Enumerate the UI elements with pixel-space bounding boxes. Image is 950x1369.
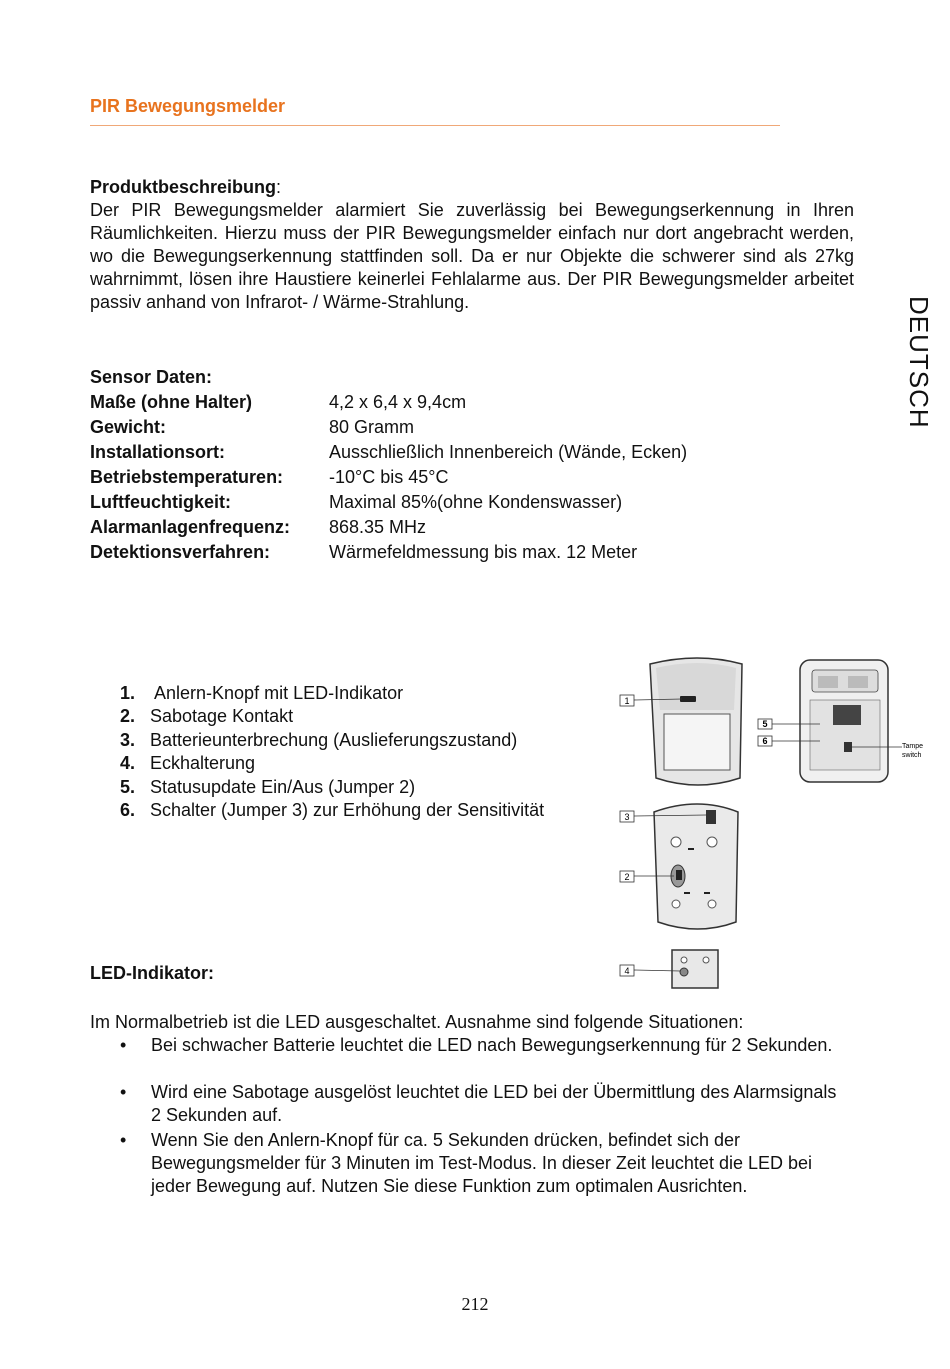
figure-label-1: 1 <box>624 696 630 706</box>
parts-item-text: Schalter (Jumper 3) zur Erhöhung der Sensitivität <box>150 800 545 820</box>
parts-item-text: Batterieunterbrechung (Auslieferungszustand) <box>150 729 518 750</box>
figure-label-4: 4 <box>624 966 630 976</box>
parts-item-number: 5. <box>120 776 136 797</box>
detector-back-view <box>620 804 738 929</box>
sensor-label: Betriebstemperaturen: <box>90 467 284 487</box>
description-heading-colon: : <box>276 177 282 197</box>
parts-item-number: 6. <box>120 800 136 820</box>
sensor-label: Gewicht: <box>90 417 167 437</box>
led-bullet-text: Wenn Sie den Anlern-Knopf für ca. 5 Sekunden drücken, befindet sich der Bewegungsmelder für 3 Minuten im Test-Modus. In dieser Zeit leuchtet die LED bei jeder Bewegung auf. Nutzen Sie diese Funktion zum optimalen Ausrichten. <box>151 1130 812 1196</box>
figure-label-6: 6 <box>762 736 768 746</box>
figure-label-3: 3 <box>624 812 630 822</box>
page-title: PIR Bewegungsmelder <box>90 96 286 116</box>
parts-item-number: 4. <box>120 753 136 774</box>
tamper-label-line2: switch <box>902 752 922 759</box>
sensor-value: Wärmefeldmessung bis max. 12 Meter <box>329 542 638 562</box>
sensor-label: Alarmanlagenfrequenz: <box>90 517 291 537</box>
led-heading: LED-Indikator: <box>90 963 214 983</box>
parts-list-item <box>120 799 544 822</box>
parts-item-number: 2. <box>120 706 136 727</box>
description-text: Der PIR Bewegungsmelder alarmiert Sie zuverlässig bei Bewegungserkennung in Ihren Räumlichkeiten. Hierzu muss der PIR Bewegungsmelder einfach nur dort angebracht werden, wo die Bewegungserkennung stattfinden soll. Da er nur Objekte die schwerer sind als 27kg wahrnimmt, lösen ihre Haustiere keinerlei Fehlalarme aus. Der PIR Bewegungsmelder arbeitet passiv anhand von Infrarot- / Wärme-Strahlung. <box>90 200 854 312</box>
sensor-label: Maße (ohne Halter) <box>90 392 253 412</box>
device-diagram <box>612 650 942 995</box>
sensor-value: Ausschließlich Innenbereich (Wände, Ecken) <box>329 442 688 462</box>
sensor-value: -10°C bis 45°C <box>329 467 449 487</box>
detector-open-view <box>758 660 923 782</box>
led-intro: Im Normalbetrieb ist die LED ausgeschaltet. Ausnahme sind folgende Situationen: <box>90 1012 744 1032</box>
sensor-value: 80 Gramm <box>329 417 415 437</box>
parts-item-number: 1. <box>120 683 136 703</box>
title-divider <box>90 125 780 126</box>
parts-list-item <box>120 752 255 775</box>
sensor-label: Detektionsverfahren: <box>90 542 271 562</box>
parts-item-text: Anlern-Knopf mit LED-Indikator <box>150 683 404 703</box>
parts-item-number: 3. <box>120 729 136 750</box>
led-bullet-text: Wird eine Sabotage ausgelöst leuchtet die LED bei der Übermittlung des Alarmsignals 2 Sekunden auf. <box>151 1082 837 1125</box>
parts-list-item <box>120 776 415 799</box>
parts-list-item <box>120 682 403 705</box>
parts-list-item <box>120 705 293 728</box>
parts-list-item <box>120 729 517 752</box>
description-heading <box>90 176 281 199</box>
parts-item-text: Sabotage Kontakt <box>150 706 294 727</box>
sensor-heading: Sensor Daten: <box>90 367 213 387</box>
sensor-label: Installationsort: <box>90 442 226 462</box>
bullet-point-icon: • <box>120 1130 127 1150</box>
figure-label-5: 5 <box>762 719 768 729</box>
language-side-label: DEUTSCH <box>904 296 934 429</box>
sensor-value: Maximal 85%(ohne Kondenswasser) <box>329 492 623 512</box>
tamper-label-line1: Tampe <box>902 743 924 750</box>
corner-bracket-view <box>620 950 718 988</box>
description-heading-text: Produktbeschreibung <box>90 177 277 197</box>
sensor-label: Luftfeuchtigkeit: <box>90 492 231 512</box>
parts-item-text: Eckhalterung <box>150 753 256 774</box>
led-bullet-text: Bei schwacher Batterie leuchtet die LED nach Bewegungserkennung für 2 Sekunden. <box>151 1035 833 1055</box>
sensor-value: 4,2 x 6,4 x 9,4cm <box>329 392 467 412</box>
detector-front-view <box>620 658 742 785</box>
page-number: 212 <box>461 1294 489 1314</box>
figure-label-2: 2 <box>624 872 630 882</box>
bullet-point-icon: • <box>120 1035 127 1055</box>
parts-item-text: Statusupdate Ein/Aus (Jumper 2) <box>150 776 416 797</box>
sensor-value: 868.35 MHz <box>329 517 427 537</box>
bullet-point-icon: • <box>120 1082 127 1102</box>
